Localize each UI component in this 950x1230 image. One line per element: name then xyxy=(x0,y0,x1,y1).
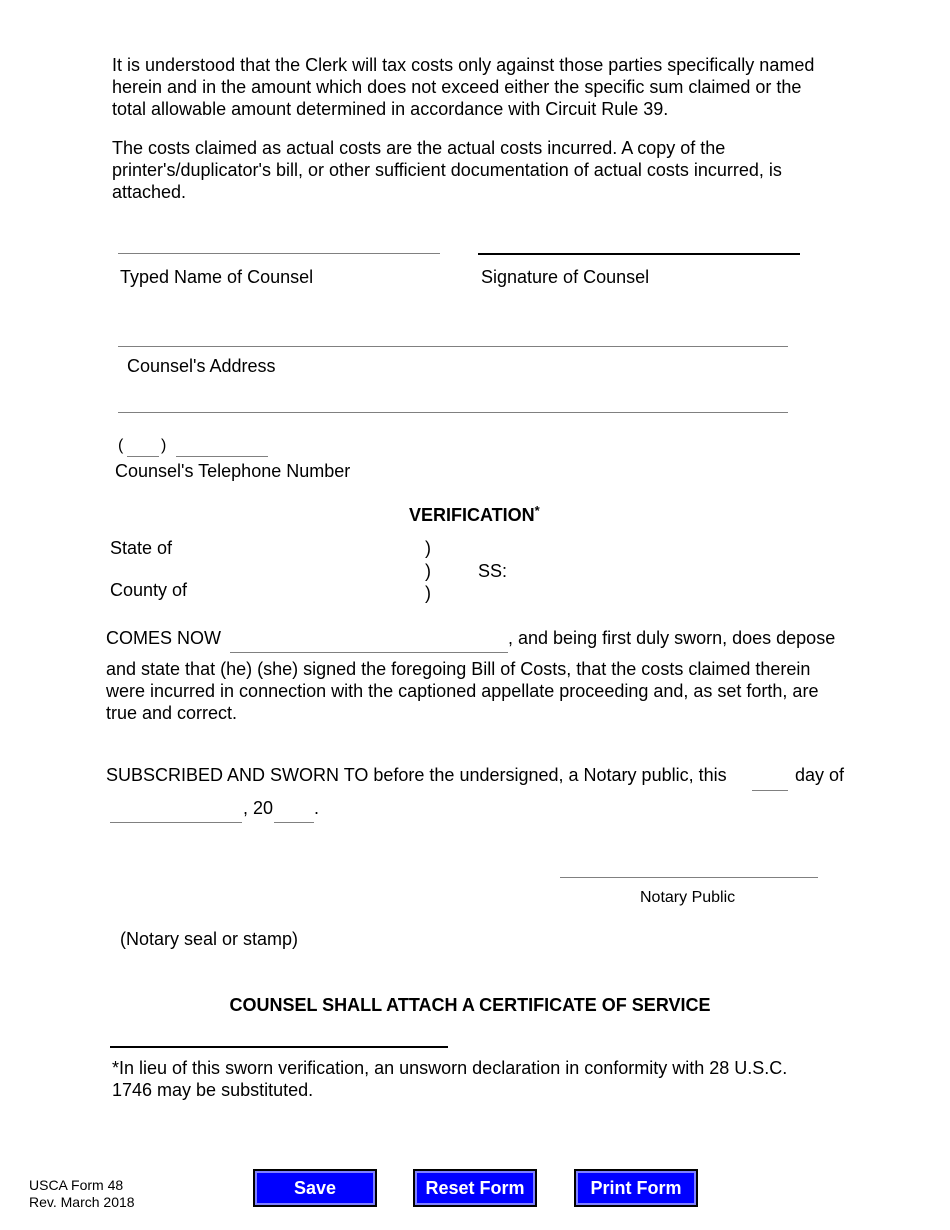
footnote-divider xyxy=(110,1046,448,1048)
verification-heading-text: VERIFICATION xyxy=(409,505,535,525)
sworn-statement: and state that (he) (she) signed the foregoing Bill of Costs, that the costs claimed therein were incurred in connection with the captioned appellate proceeding and, as set forth, are true and correct. xyxy=(106,659,819,723)
notary-seal-label: (Notary seal or stamp) xyxy=(120,929,299,949)
phone-number-field[interactable] xyxy=(176,436,268,457)
reset-form-button[interactable]: Reset Form xyxy=(413,1169,537,1207)
form-id: USCA Form 48 xyxy=(29,1177,124,1193)
subscribed-text: SUBSCRIBED AND SWORN TO before the undersigned, a Notary public, this xyxy=(106,765,727,785)
signature-line xyxy=(478,253,800,255)
comes-now-name-field[interactable] xyxy=(230,632,508,653)
form-id-block xyxy=(29,1177,135,1211)
venue-paren-3: ) xyxy=(425,583,431,603)
address-field-line-1[interactable] xyxy=(118,326,788,347)
phone-area-code-field[interactable] xyxy=(127,436,159,457)
phone-paren-open: ( xyxy=(118,437,124,454)
save-button[interactable]: Save xyxy=(253,1169,377,1207)
address-label: Counsel's Address xyxy=(127,356,276,376)
form-revision: Rev. March 2018 xyxy=(29,1194,135,1210)
day-field[interactable] xyxy=(752,770,788,791)
typed-name-field[interactable] xyxy=(118,233,440,254)
verification-asterisk: * xyxy=(534,503,540,518)
signature-label: Signature of Counsel xyxy=(481,267,650,287)
state-label: State of xyxy=(110,538,173,558)
day-of-label: day of xyxy=(795,765,845,785)
year-period: . xyxy=(314,798,320,818)
ss-label: SS: xyxy=(478,561,508,581)
verification-heading xyxy=(409,503,540,526)
year-prefix: , 20 xyxy=(243,798,274,818)
venue-paren-1: ) xyxy=(425,538,431,558)
footnote: *In lieu of this sworn verification, an unsworn declaration in conformity with 28 U.S.C. 1746 may be substituted. xyxy=(112,1058,788,1100)
comes-now-tail: , and being first duly sworn, does depose xyxy=(508,628,836,648)
phone-paren-close: ) xyxy=(161,437,167,454)
comes-now-label: COMES NOW xyxy=(106,628,221,648)
address-field-line-2[interactable] xyxy=(118,392,788,413)
print-form-button[interactable]: Print Form xyxy=(574,1169,698,1207)
notary-signature-line xyxy=(560,877,818,878)
phone-label: Counsel's Telephone Number xyxy=(115,461,351,481)
notary-label: Notary Public xyxy=(640,889,736,906)
month-field[interactable] xyxy=(110,802,242,823)
certificate-heading: COUNSEL SHALL ATTACH A CERTIFICATE OF SERVICE xyxy=(229,995,711,1015)
intro-paragraph-2: The costs claimed as actual costs are the actual costs incurred. A copy of the printer's/duplicator's bill, or other sufficient documentation of actual costs incurred, is attached. xyxy=(112,138,782,202)
typed-name-label: Typed Name of Counsel xyxy=(120,267,314,287)
year-field[interactable] xyxy=(274,802,314,823)
county-label: County of xyxy=(110,580,188,600)
venue-paren-2: ) xyxy=(425,561,431,581)
intro-paragraph-1: It is understood that the Clerk will tax costs only against those parties specifically named herein and in the amount which does not exceed either the specific sum claimed or the total allowable amount determined in accordance with Circuit Rule 39. xyxy=(112,55,815,119)
